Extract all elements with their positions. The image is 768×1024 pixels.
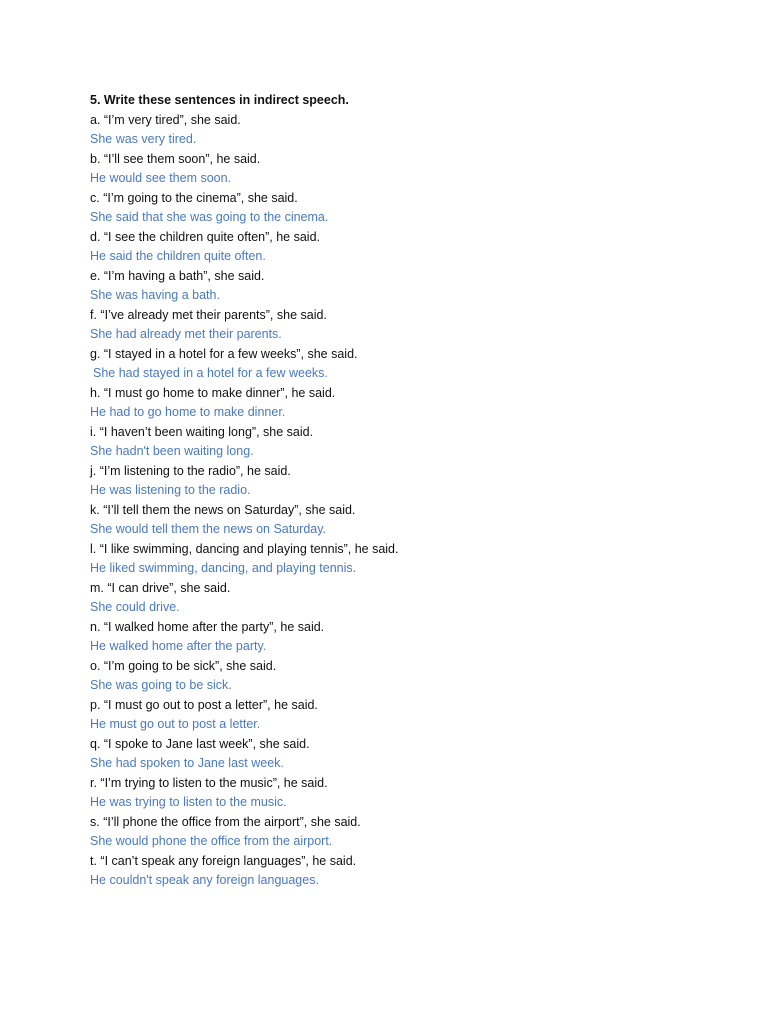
exercise-item-p [90, 696, 730, 735]
answer-t: He couldn't speak any foreign languages. [90, 873, 319, 887]
exercise-item-i [90, 423, 730, 462]
question-e: e. “I’m having a bath”, she said. [90, 268, 265, 283]
exercise-item-b [90, 150, 730, 189]
exercise-heading: 5. Write these sentences in indirect speech. [90, 93, 349, 107]
question-a: a. “I’m very tired”, she said. [90, 112, 241, 127]
exercise-item-g [90, 345, 730, 384]
answer-i: She hadn't been waiting long. [90, 444, 254, 458]
answer-g: She had stayed in a hotel for a few weeks. [93, 366, 328, 380]
exercise-item-a [90, 111, 730, 150]
answer-n: He walked home after the party. [90, 639, 267, 653]
answer-l: He liked swimming, dancing, and playing tennis. [90, 561, 357, 575]
answer-m: She could drive. [90, 600, 180, 614]
exercise-item-s [90, 813, 730, 852]
question-r: r. “I’m trying to listen to the music”, he said. [90, 775, 328, 790]
answer-o: She was going to be sick. [90, 678, 232, 692]
question-g: g. “I stayed in a hotel for a few weeks”, she said. [90, 346, 358, 361]
exercise-item-k [90, 501, 730, 540]
answer-r: He was trying to listen to the music. [90, 795, 287, 809]
answer-d: He said the children quite often. [90, 249, 266, 263]
question-b: b. “I’ll see them soon”, he said. [90, 151, 261, 166]
answer-c: She said that she was going to the cinema. [90, 210, 329, 224]
question-f: f. “I’ve already met their parents”, she said. [90, 307, 327, 322]
exercise-item-c [90, 189, 730, 228]
answer-j: He was listening to the radio. [90, 483, 251, 497]
exercise-item-f [90, 306, 730, 345]
exercise-item-j [90, 462, 730, 501]
exercise-item-n [90, 618, 730, 657]
exercise-item-e [90, 267, 730, 306]
exercise-item-q [90, 735, 730, 774]
answer-a: She was very tired. [90, 132, 197, 146]
answer-k: She would tell them the news on Saturday. [90, 522, 327, 536]
exercise-item-d [90, 228, 730, 267]
question-n: n. “I walked home after the party”, he said. [90, 619, 325, 634]
answer-e: She was having a bath. [90, 288, 220, 302]
exercise-item-h [90, 384, 730, 423]
question-t: t. “I can’t speak any foreign languages”, he said. [90, 853, 357, 868]
exercise-page [90, 91, 730, 891]
answer-p: He must go out to post a letter. [90, 717, 261, 731]
question-p: p. “I must go out to post a letter”, he said. [90, 697, 318, 712]
answer-h: He had to go home to make dinner. [90, 405, 286, 419]
question-j: j. “I’m listening to the radio”, he said. [90, 463, 291, 478]
answer-q: She had spoken to Jane last week. [90, 756, 284, 770]
question-o: o. “I’m going to be sick”, she said. [90, 658, 277, 673]
answer-s: She would phone the office from the airport. [90, 834, 333, 848]
exercise-item-m [90, 579, 730, 618]
exercise-item-t [90, 852, 730, 891]
question-s: s. “I’ll phone the office from the airport”, she said. [90, 814, 361, 829]
answer-b: He would see them soon. [90, 171, 232, 185]
exercise-item-o [90, 657, 730, 696]
question-c: c. “I’m going to the cinema”, she said. [90, 190, 298, 205]
question-m: m. “I can drive”, she said. [90, 580, 231, 595]
question-k: k. “I’ll tell them the news on Saturday”, she said. [90, 502, 356, 517]
answer-f: She had already met their parents. [90, 327, 282, 341]
question-i: i. “I haven’t been waiting long”, she said. [90, 424, 314, 439]
question-q: q. “I spoke to Jane last week”, she said. [90, 736, 310, 751]
question-d: d. “I see the children quite often”, he said. [90, 229, 320, 244]
exercise-item-r [90, 774, 730, 813]
question-h: h. “I must go home to make dinner”, he said. [90, 385, 336, 400]
exercise-item-l [90, 540, 730, 579]
question-l: l. “I like swimming, dancing and playing tennis”, he said. [90, 541, 399, 556]
